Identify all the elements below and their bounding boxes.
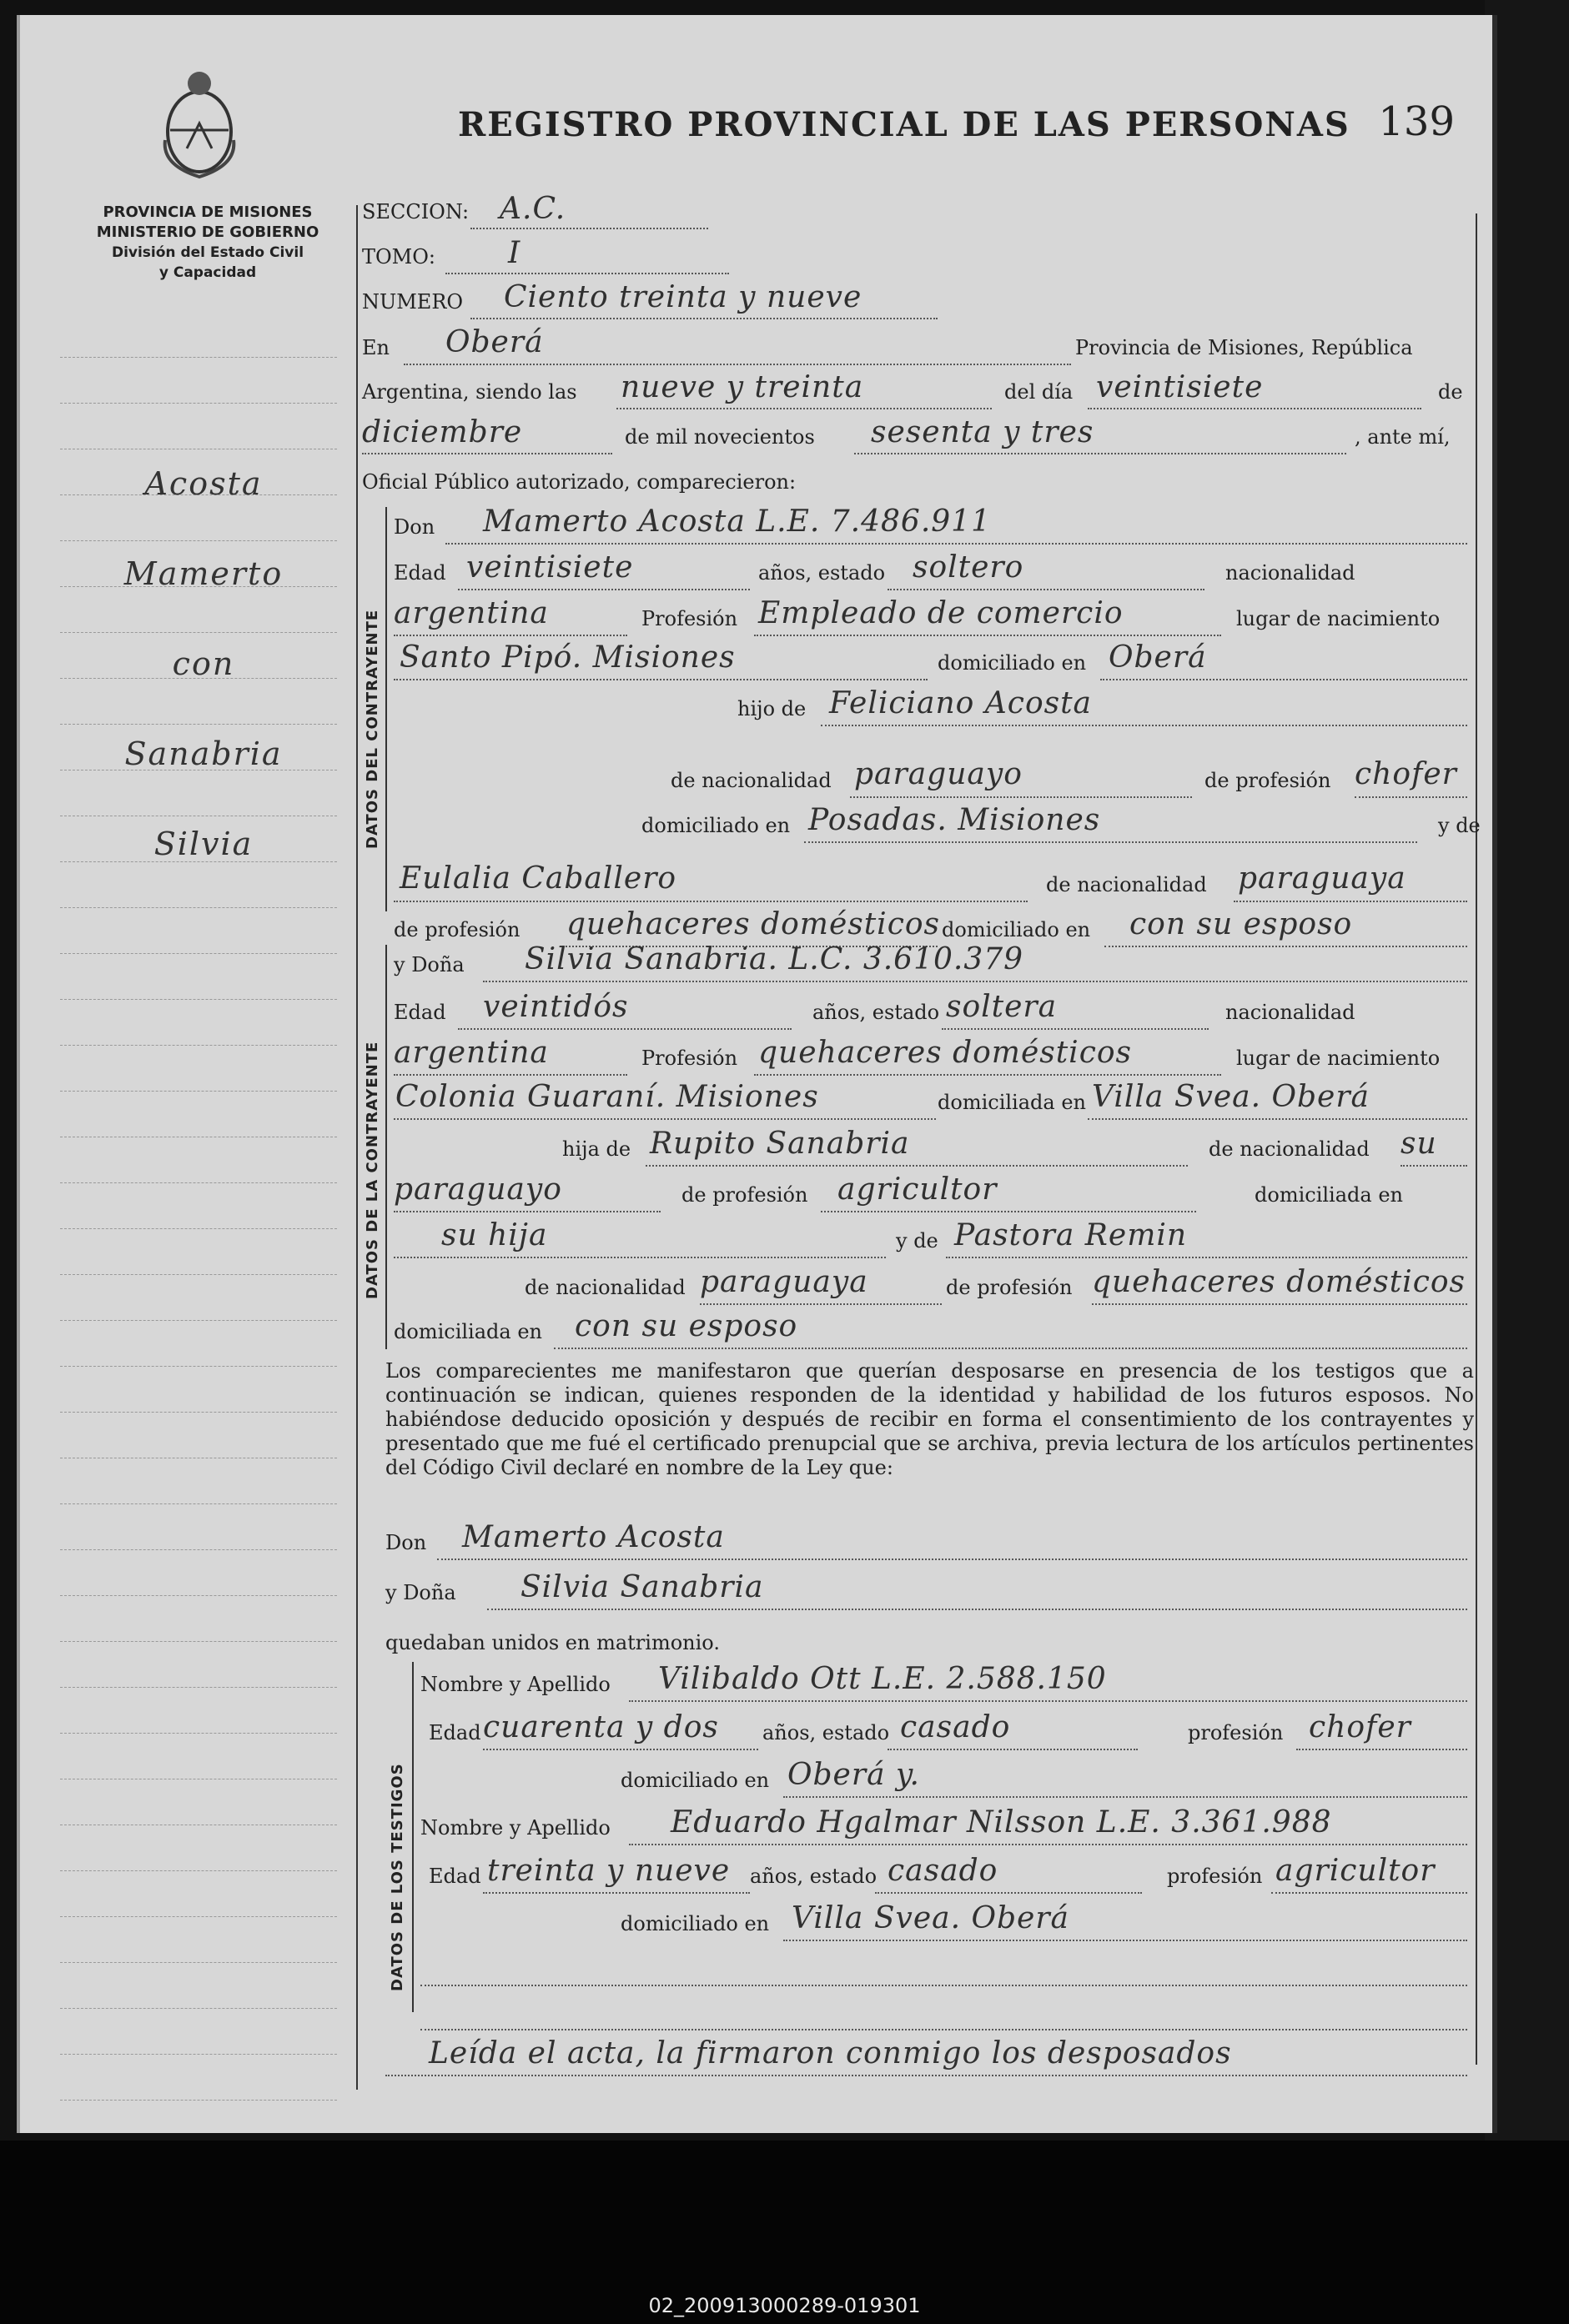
t1-edad: cuarenta y dos [483, 1710, 719, 1744]
margin-rule [60, 1228, 337, 1229]
margin-rule [60, 1962, 337, 1963]
padre-prof: chofer [1355, 757, 1457, 791]
label-domiciliada2: domiciliada en [1255, 1183, 1403, 1207]
label-domiciliado: domiciliado en [938, 651, 1087, 675]
margin-rule [60, 1687, 337, 1688]
novia-prof: quehaceres domésticos [758, 1036, 1133, 1070]
mes-value: diciembre [362, 415, 523, 449]
novia-dom: Villa Svea. Oberá [1092, 1080, 1370, 1114]
label-don: Don [394, 515, 435, 539]
padre2-value: Rupito Sanabria [650, 1127, 910, 1161]
margin-rule [60, 1045, 337, 1046]
label-y-de2: y de [896, 1229, 938, 1252]
label-de-nac: de nacionalidad [671, 769, 832, 792]
label-domiciliado2: domiciliado en [641, 814, 791, 837]
seccion-value: A.C. [500, 192, 566, 226]
label-de-prof2: de profesión [394, 918, 520, 941]
margin-rule [60, 2008, 337, 2009]
label-profesion2: Profesión [641, 1047, 738, 1070]
margin-rule [60, 1870, 337, 1871]
label-lugar-nac2: lugar de nacimiento [1236, 1047, 1441, 1070]
novio-edad: veintisiete [466, 550, 634, 585]
label-y-dona: y Doña [394, 953, 465, 976]
label-numero: NUMERO [362, 290, 464, 314]
label-anos-estado-t1: años, estado [762, 1721, 890, 1744]
label-y-dona-final: y Doña [385, 1581, 456, 1604]
contrayente2-box [385, 945, 387, 1349]
madre-value: Eulalia Caballero [400, 861, 677, 896]
t2-estado: casado [888, 1854, 998, 1888]
margin-name-bride-first: Silvia [153, 826, 254, 862]
madre2-value: Pastora Remin [954, 1218, 1188, 1252]
margin-rule [60, 999, 337, 1000]
label-de-prof: de profesión [1204, 769, 1331, 792]
hora-value: nueve y treinta [621, 370, 864, 404]
label-de-nac2: de nacionalidad [1046, 873, 1207, 896]
issuer-ministry: MINISTERIO DE GOBIERNO [96, 223, 319, 241]
madre2-nac: paraguaya [700, 1265, 868, 1299]
t2-edad: treinta y nueve [487, 1854, 731, 1888]
t1-estado: casado [900, 1710, 1011, 1744]
label-ante-mi: , ante mí, [1355, 425, 1451, 449]
padre2-nac2: paraguayo [394, 1172, 562, 1207]
dia-value: veintisiete [1096, 370, 1264, 404]
margin-rule [60, 1503, 337, 1504]
margin-rule [60, 357, 337, 358]
t1-nombre: Vilibaldo Ott L.E. 2.588.150 [658, 1662, 1107, 1696]
label-domiciliado-t1: domiciliado en [621, 1769, 770, 1792]
margin-name-con: con [172, 645, 235, 682]
side-label-contrayente: DATOS DEL CONTRAYENTE [364, 609, 381, 849]
margin-rule [60, 403, 337, 404]
page-title: REGISTRO PROVINCIAL DE LAS PERSONAS [458, 105, 1350, 144]
label-de-prof3: de profesión [681, 1183, 808, 1207]
label-y-de: y de [1438, 814, 1481, 837]
margin-rule [60, 1412, 337, 1413]
margin-rule [60, 1549, 337, 1550]
novia-value: Silvia Sanabria. L.C. 3.610.379 [525, 942, 1024, 976]
label-argentina: Argentina, siendo las [362, 380, 577, 404]
madre-dom: con su esposo [1129, 907, 1353, 941]
right-dark-strip [1485, 0, 1569, 2151]
don-final-value: Mamerto Acosta [462, 1520, 725, 1554]
testigos-blank-line-2 [420, 2004, 1467, 2030]
margin-rule [60, 953, 337, 954]
margin-rule [60, 724, 337, 725]
issuer-province: PROVINCIA DE MISIONES [103, 203, 313, 221]
t2-dom: Villa Svea. Oberá [792, 1901, 1070, 1935]
label-oficial: Oficial Público autorizado, comparecieron: [362, 470, 797, 494]
novia-nac: argentina [394, 1036, 549, 1070]
margin-rule [60, 1320, 337, 1321]
novio-estado: soltero [913, 550, 1024, 585]
label-en: En [362, 336, 390, 359]
novio-dom: Oberá [1109, 640, 1207, 675]
label-edad2: Edad [394, 1001, 446, 1024]
margin-rule [60, 540, 337, 541]
label-hija-de: hija de [562, 1137, 631, 1161]
novia-edad: veintidós [483, 990, 629, 1024]
margin-name-first: Mamerto [123, 555, 284, 592]
margin-name-bride-surname: Sanabria [124, 735, 283, 772]
label-de-prof4: de profesión [946, 1276, 1073, 1299]
issuer-division: División del Estado Civil [111, 244, 304, 261]
label-lugar-nac: lugar de nacimiento [1236, 607, 1441, 630]
padre-value: Feliciano Acosta [829, 686, 1093, 720]
anio-value: sesenta y tres [871, 415, 1094, 449]
margin-rule [60, 2100, 337, 2101]
label-nacionalidad: nacionalidad [1225, 561, 1355, 585]
issuer-block [62, 203, 354, 283]
label-de-nac3: de nacionalidad [1209, 1137, 1370, 1161]
label-domiciliada3: domiciliada en [394, 1320, 542, 1343]
margin-rule [60, 1091, 337, 1092]
lugar-value: Oberá [445, 325, 544, 359]
margin-rule [60, 907, 337, 908]
label-edad: Edad [394, 561, 446, 585]
label-de-mil: de mil novecientos [625, 425, 815, 449]
margin-rule [60, 1595, 337, 1596]
novio-value: Mamerto Acosta L.E. 7.486.911 [483, 504, 991, 539]
label-profesion-t2: profesión [1167, 1865, 1263, 1888]
side-label-contrayente2: DATOS DE LA CONTRAYENTE [364, 1041, 381, 1299]
coat-of-arms-icon [153, 65, 245, 182]
label-domiciliado-t2: domiciliado en [621, 1912, 770, 1935]
label-seccion: SECCION: [362, 200, 470, 223]
label-domiciliado3: domiciliado en [942, 918, 1091, 941]
madre2-prof: quehaceres domésticos [1092, 1265, 1466, 1299]
label-hijo-de: hijo de [737, 697, 807, 720]
right-border-line [1476, 213, 1477, 2065]
novio-prof: Empleado de comercio [758, 596, 1124, 630]
label-edad-t2: Edad [429, 1865, 481, 1888]
declaration-paragraph: Los comparecientes me manifestaron que querían desposarse en presencia de los testigos que a continuación se indican, quienes responden de la identidad y habilidad de los futuros esposos. No habiéndose deducido oposición y después de recibir en forma el consentimiento de los contrayentes y presentado que me fué el certificado prenupcial que se archiva, previa lectura de los artículos pertinentes del Código Civil declaré en nombre de la Ley que: [385, 1359, 1474, 1479]
header [458, 98, 1492, 157]
page-number: 139 [1378, 98, 1455, 145]
issuer-capacity: y Capacidad [158, 264, 257, 281]
label-provincia: Provincia de Misiones, República [1075, 336, 1413, 359]
t2-nombre: Eduardo Hgalmar Nilsson L.E. 3.361.988 [671, 1805, 1332, 1840]
label-de-nac4: de nacionalidad [525, 1276, 686, 1299]
label-nacionalidad2: nacionalidad [1225, 1001, 1355, 1024]
dona-final-value: Silvia Sanabria [520, 1570, 764, 1604]
label-de: de [1438, 380, 1463, 404]
label-nombre-apellido2: Nombre y Apellido [420, 1816, 611, 1840]
novia-estado: soltera [946, 990, 1058, 1024]
margin-rule [60, 1916, 337, 1917]
margin-rule [60, 1274, 337, 1275]
contrayente-box [385, 507, 387, 911]
t2-prof: agricultor [1275, 1854, 1436, 1888]
novio-nac: argentina [394, 596, 549, 630]
madre-nac: paraguaya [1238, 861, 1406, 896]
padre2-nac: su [1401, 1127, 1437, 1161]
tomo-value: I [508, 236, 521, 270]
madre-prof: quehaceres domésticos [566, 907, 941, 941]
padre2-dom: su hija [441, 1218, 548, 1252]
label-profesion: Profesión [641, 607, 738, 630]
label-don-final: Don [385, 1531, 427, 1554]
label-anos-estado-t2: años, estado [750, 1865, 878, 1888]
margin-rule [60, 1641, 337, 1642]
label-anos-estado: años, estado [758, 561, 886, 585]
image-caption: 02_200913000289-019301 [648, 2294, 921, 2317]
side-label-testigos: DATOS DE LOS TESTIGOS [389, 1763, 406, 1991]
label-tomo: TOMO: [362, 245, 436, 269]
margin-rule [60, 2054, 337, 2055]
t1-prof: chofer [1309, 1710, 1411, 1744]
label-anos-estado2: años, estado [812, 1001, 940, 1024]
padre-nac: paraguayo [854, 757, 1023, 791]
t1-dom: Oberá y. [787, 1758, 920, 1792]
document-page [17, 15, 1492, 2133]
madre2-dom: con su esposo [575, 1309, 798, 1343]
novia-lugar: Colonia Guaraní. Misiones [395, 1080, 819, 1114]
label-profesion-t1: profesión [1188, 1721, 1284, 1744]
tomo-line [445, 248, 729, 274]
margin-name-surname: Acosta [144, 465, 263, 502]
testigos-blank-line-1 [420, 1960, 1467, 1986]
novio-lugar: Santo Pipó. Misiones [400, 640, 736, 675]
testigos-box [412, 1662, 414, 2012]
margin-rule [60, 1733, 337, 1734]
numero-value: Ciento treinta y nueve [504, 280, 862, 314]
label-domiciliada: domiciliada en [938, 1091, 1086, 1114]
label-edad-t1: Edad [429, 1721, 481, 1744]
margin-rule [60, 1366, 337, 1367]
padre2-prof: agricultor [837, 1172, 998, 1207]
padre-dom: Posadas. Misiones [808, 803, 1101, 837]
label-nombre-apellido: Nombre y Apellido [420, 1673, 611, 1696]
margin-rule [60, 632, 337, 633]
label-quedaban: quedaban unidos en matrimonio. [385, 1631, 720, 1654]
cierre-text: Leída el acta, la firmaron conmigo los desposados [429, 2036, 1232, 2071]
margin-rule [60, 1182, 337, 1183]
label-del-dia: del día [1004, 380, 1074, 404]
